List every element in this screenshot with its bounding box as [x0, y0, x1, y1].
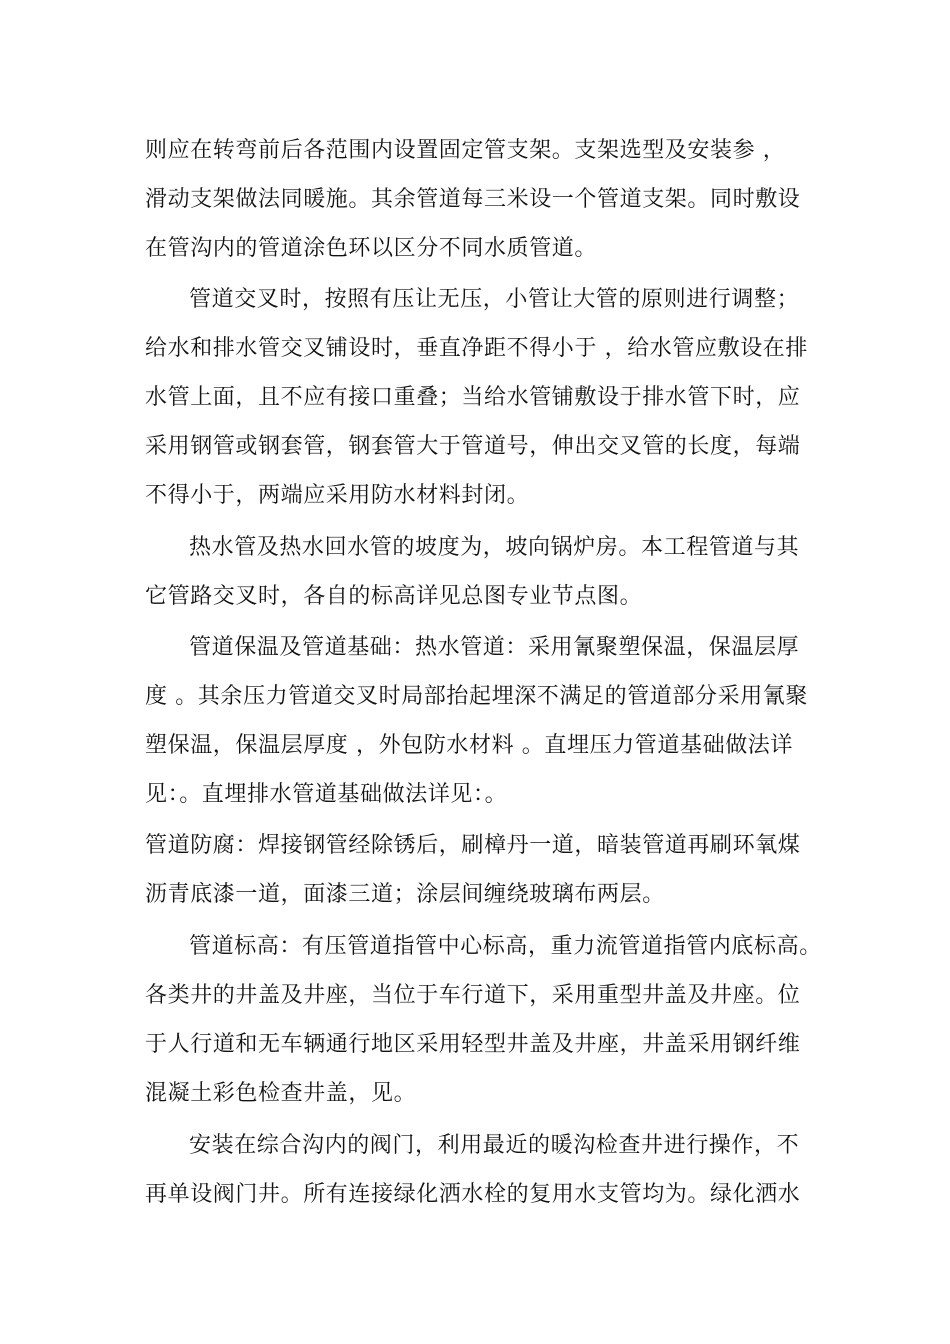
text-line: 采用钢管或钢套管，钢套管大于管道号，伸出交叉管的长度，每端	[145, 434, 801, 459]
text-line: 则应在转弯前后各范围内设置固定管支架。支架选型及安装参 ，	[145, 138, 786, 163]
paragraph-first-line: 安装在综合沟内的阀门，利用最近的暖沟检查井进行操作，不	[189, 1133, 800, 1158]
text-line: 滑动支架做法同暖施。其余管道每三米设一个管道支架。同时敷设	[145, 187, 801, 212]
text-line: 在管沟内的管道涂色环以区分不同水质管道。	[145, 236, 598, 261]
paragraph-first-line: 管道交叉时，按照有压让无压，小管让大管的原则进行调整；	[189, 287, 800, 312]
paragraph-first-line: 热水管及热水回水管的坡度为，坡向锅炉房。本工程管道与其	[189, 535, 800, 560]
text-line: 混凝土彩色检查井盖，见。	[145, 1081, 417, 1106]
paragraph-first-line: 管道保温及管道基础：热水管道：采用氰聚塑保温，保温层厚	[189, 635, 800, 660]
text-line: 沥青底漆一道，面漆三道；涂层间缠绕玻璃布两层。	[145, 882, 665, 907]
text-line: 它管路交叉时，各自的标高详见总图专业节点图。	[145, 584, 643, 609]
text-line: 各类井的井盖及井座，当位于车行道下，采用重型井盖及井座。位	[145, 983, 801, 1008]
text-line: 度 。其余压力管道交叉时局部抬起埋深不满足的管道部分采用氰聚	[145, 684, 808, 709]
text-line: 给水和排水管交叉铺设时，垂直净距不得小于 ，给水管应敷设在排	[145, 336, 808, 361]
paragraph-first-line: 管道标高：有压管道指管中心标高，重力流管道指管内底标高。	[189, 934, 822, 959]
text-line: 于人行道和无车辆通行地区采用轻型井盖及井座，井盖采用钢纤维	[145, 1032, 801, 1057]
text-line: 见：。直埋排水管道基础做法详见：。	[145, 782, 508, 807]
text-line: 不得小于，两端应采用防水材料封闭。	[145, 483, 530, 508]
paragraph-first-line: 管道防腐：焊接钢管经除锈后，刷樟丹一道，暗装管道再刷环氧煤	[145, 833, 801, 858]
text-line: 水管上面，且不应有接口重叠；当给水管铺敷设于排水管下时，应	[145, 385, 801, 410]
text-line: 塑保温，保温层厚度 ，外包防水材料 。直埋压力管道基础做法详	[145, 733, 793, 758]
text-line: 再单设阀门井。所有连接绿化洒水栓的复用水支管均为。绿化洒水	[145, 1182, 801, 1207]
